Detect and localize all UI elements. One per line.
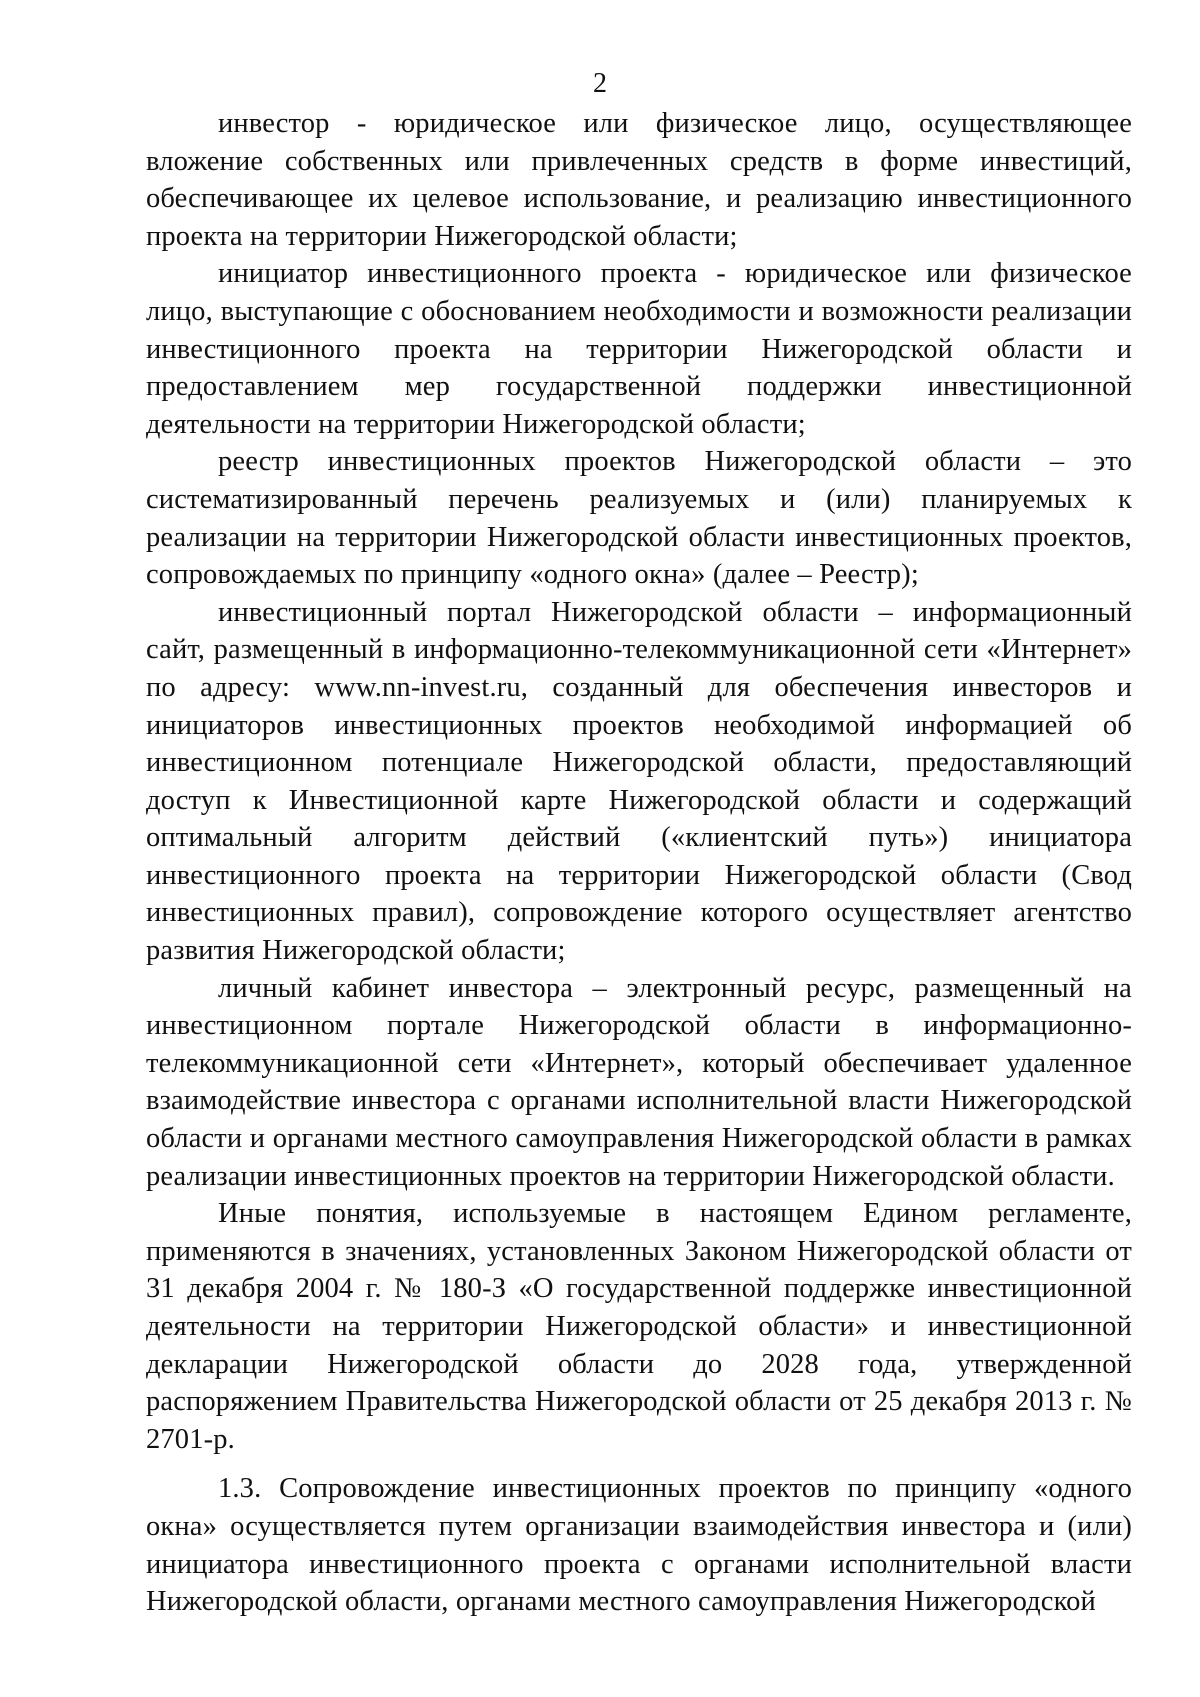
clause-1-3: 1.3. Сопровождение инвестиционных проектов по принципу «одного окна» осуществляется путем организации взаимодействия инвестора и (или) инициатора инвестиционного проекта с органами исполнительной власти Нижегородской области, органами местного самоуправления Нижегородской — [146, 1473, 1132, 1618]
definition-investor: инвестор - юридическое или физическое лицо, осуществляющее вложение собственных или привлеченных средств в форме инвестиций, обеспечивающее их целевое использование, и реализацию инвестиционного проекта на территории Нижегородской области; — [146, 108, 1132, 252]
document-body — [146, 105, 1132, 1621]
definition-registry: реестр инвестиционных проектов Нижегородской области – это систематизированный перечень реализуемых и (или) планируемых к реализации на территории Нижегородской области инвестиционных проектов, сопровождаемых по принципу «одного окна» (далее – Реестр); — [146, 446, 1132, 591]
definition-personal-account: личный кабинет инвестора – электронный ресурс, размещенный на инвестиционном портале Нижегородской области в информационно-телекоммуникационной сети «Интернет», который обеспечивает удаленное взаимодействие инвестора с органами исполнительной власти Нижегородской области и органами местного самоуправления Нижегородской области в рамках реализации инвестиционных проектов на территории Нижегородской области. — [146, 972, 1132, 1192]
other-terms-paragraph: Иные понятия, используемые в настоящем Едином регламенте, применяются в значениях, установленных Законом Нижегородской области от 31 декабря 2004 г. № 180-З «О государственной поддержке инвестиционной деятельности на территории Нижегородской области» и инвестиционной декларации Нижегородской области до 2028 года, утвержденной распоряжением Правительства Нижегородской области от 25 декабря 2013 г. № 2701-р. — [146, 1198, 1132, 1455]
definition-investment-portal: инвестиционный портал Нижегородской области – информационный сайт, размещенный в информационно-телекоммуникационной сети «Интернет» по адресу: www.nn-invest.ru, созданный для обеспечения инвесторов и инициаторов инвестиционных проектов необходимой информацией об инвестиционном потенциале Нижегородской области, предоставляющий доступ к Инвестиционной карте Нижегородской области и содержащий оптимальный алгоритм действий («клиентский путь») инициатора инвестиционного проекта на территории Нижегородской области (Свод инвестиционных правил), сопровождение которого осуществляет агентство развития Нижегородской области; — [146, 596, 1132, 967]
definition-initiator: инициатор инвестиционного проекта - юридическое или физическое лицо, выступающие с обоснованием необходимости и возможности реализации инвестиционного проекта на территории Нижегородской области и предоставлением мер государственной поддержки инвестиционной деятельности на территории Нижегородской области; — [146, 258, 1132, 440]
page-number: 2 — [593, 68, 607, 99]
